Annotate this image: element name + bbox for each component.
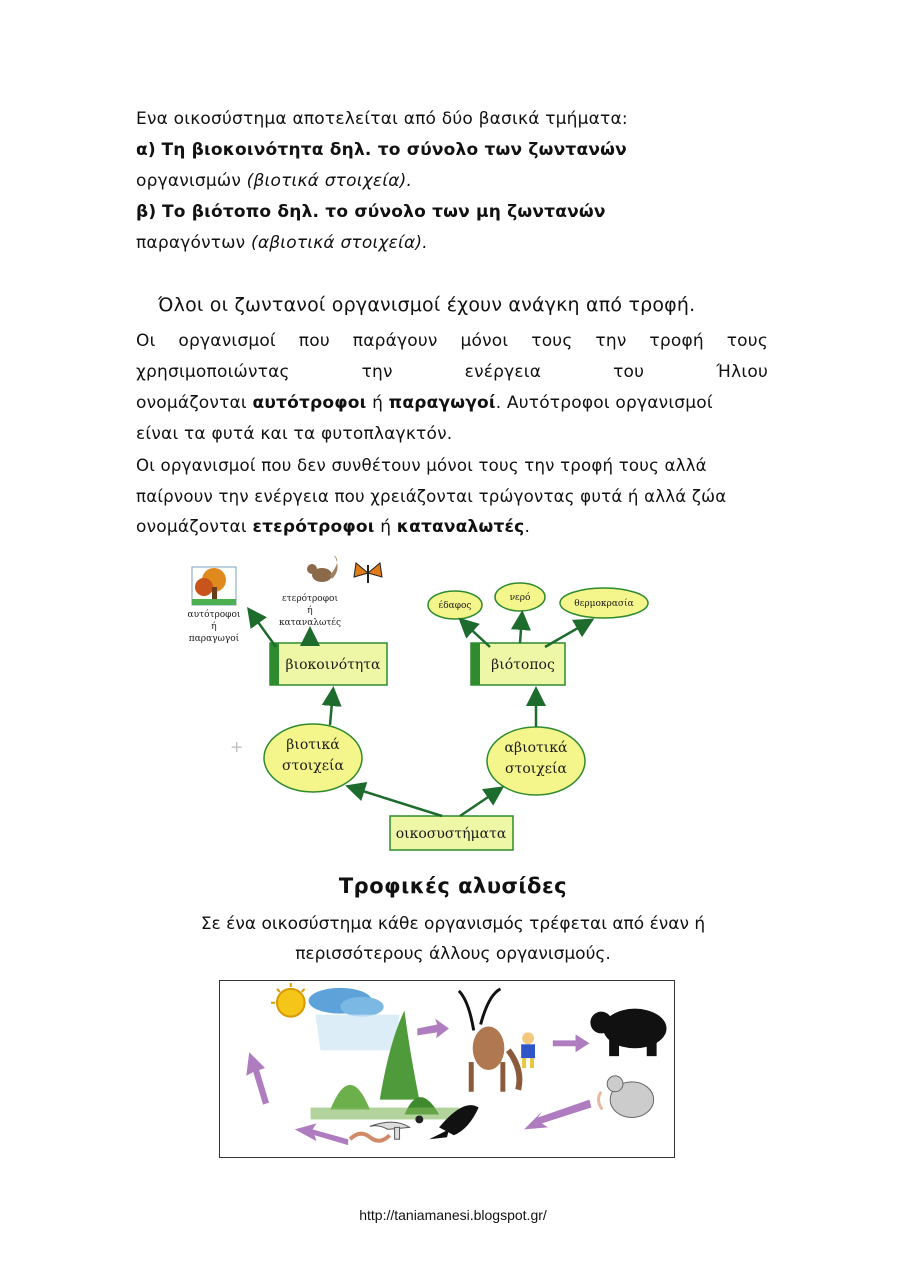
autotrophs-l3: παραγωγοί [188,634,240,644]
chain-arrows [246,1019,591,1146]
heterotrophs-l1: ετερότροφοι [282,594,338,604]
item-b-bold: Το βιότοπο δηλ. το σύνολο των μη ζωντανών [161,202,606,222]
intro-item-a [136,135,627,166]
cloud-icon [309,988,400,1050]
kid-icon [521,1032,535,1068]
chains-heading: Τροφικές αλυσίδες [338,874,568,898]
p1-or: ή [372,393,384,413]
term-heterotrophs: ετερότροφοι [252,517,375,537]
p2-text-end: . [524,517,531,537]
item-b-label: β) [136,202,157,222]
food-p1-line1: Οι οργανισμοί που παράγουν μόνοι τους την τροφή τους [136,331,768,351]
abiotic-l2: στοιχεία [505,761,567,777]
ecosystem-diagram [170,555,670,855]
heterotrophs-l3: καταναλωτές [278,618,342,628]
item-a-label: α) [136,140,156,160]
water-label: νερό [509,593,531,603]
sun-icon [271,983,305,1017]
term-producers: παραγωγοί [388,393,496,413]
biocommunity-box [270,643,387,685]
squirrel-icon [307,555,338,582]
item-a-bold: Τη βιοκοινότητα δηλ. το σύνολο των ζωντανών [161,140,627,160]
intro-item-a-cont [136,166,412,197]
food-heading: Όλοι οι ζωντανοί οργανισμοί έχουν ανάγκη από τροφή. [158,294,696,316]
food-p1-line2: χρησιμοποιώντας την ενέργεια του Ήλιου [136,362,768,382]
chains-line-1: Σε ένα οικοσύστημα κάθε οργανισμός τρέφεται από έναν ή [200,914,706,934]
intro-line-1: Ενα οικοσύστημα αποτελείται από δύο βασικά τμήματα: [136,109,628,129]
intro-item-b-cont [136,228,428,259]
ecosystems-box [390,816,513,850]
autotrophs-l2: ή [211,622,217,632]
food-chain-illustration [219,980,675,1158]
p2-or: ή [380,517,392,537]
biotope-box [471,643,565,685]
rat-icon [599,1076,654,1118]
item-b-italic: (αβιοτικά στοιχεία). [250,233,428,253]
food-p2-line3 [136,512,530,543]
p1-text-end: . Αυτότροφοι οργανισμοί [495,393,713,413]
autotrophs-l1: αυτότροφοι [187,610,241,620]
p2-text: ονομάζονται [136,517,247,537]
term-consumers: καταναλωτές [396,517,525,537]
temperature-label: θερμοκρασία [574,599,634,609]
bear-icon [590,1009,666,1056]
deer-icon [459,989,520,1092]
p1-text: ονομάζονται [136,393,247,413]
intro-item-b [136,197,606,228]
biocommunity-label: βιοκοινότητα [285,657,381,673]
plus-mark-icon: + [230,737,244,756]
chains-line-2: περισσότερους άλλους οργανισμούς. [295,944,611,964]
butterfly-icon [354,563,382,583]
food-p1-line4: είναι τα φυτά και τα φυτοπλαγκτόν. [136,424,453,444]
biotope-label: βιότοπος [491,657,555,673]
food-p2-line2: παίρνουν την ενέργεια που χρειάζονται τρώγοντας φυτά ή αλλά ζώα [136,487,727,506]
item-b-line2: παραγόντων [136,233,246,253]
heterotrophs-l2: ή [307,606,313,616]
food-p2-line1: Οι οργανισμοί που δεν συνθέτουν μόνοι τους την τροφή τους αλλά [136,456,707,475]
item-a-line2: οργανισμών [136,171,242,191]
food-p1-line3 [136,388,768,419]
footer-url: http://taniamanesi.blogspot.gr/ [359,1207,547,1223]
soil-label: έδαφος [438,601,472,611]
abiotic-l1: αβιοτικά [504,740,568,756]
biotic-l2: στοιχεία [282,758,344,774]
ecosystems-label: οικοσυστήματα [395,826,507,842]
term-autotrophs: αυτότροφοι [252,393,367,413]
biotic-l1: βιοτικά [286,737,340,753]
tree-icon [192,567,236,605]
item-a-italic: (βιοτικά στοιχεία). [246,171,413,191]
